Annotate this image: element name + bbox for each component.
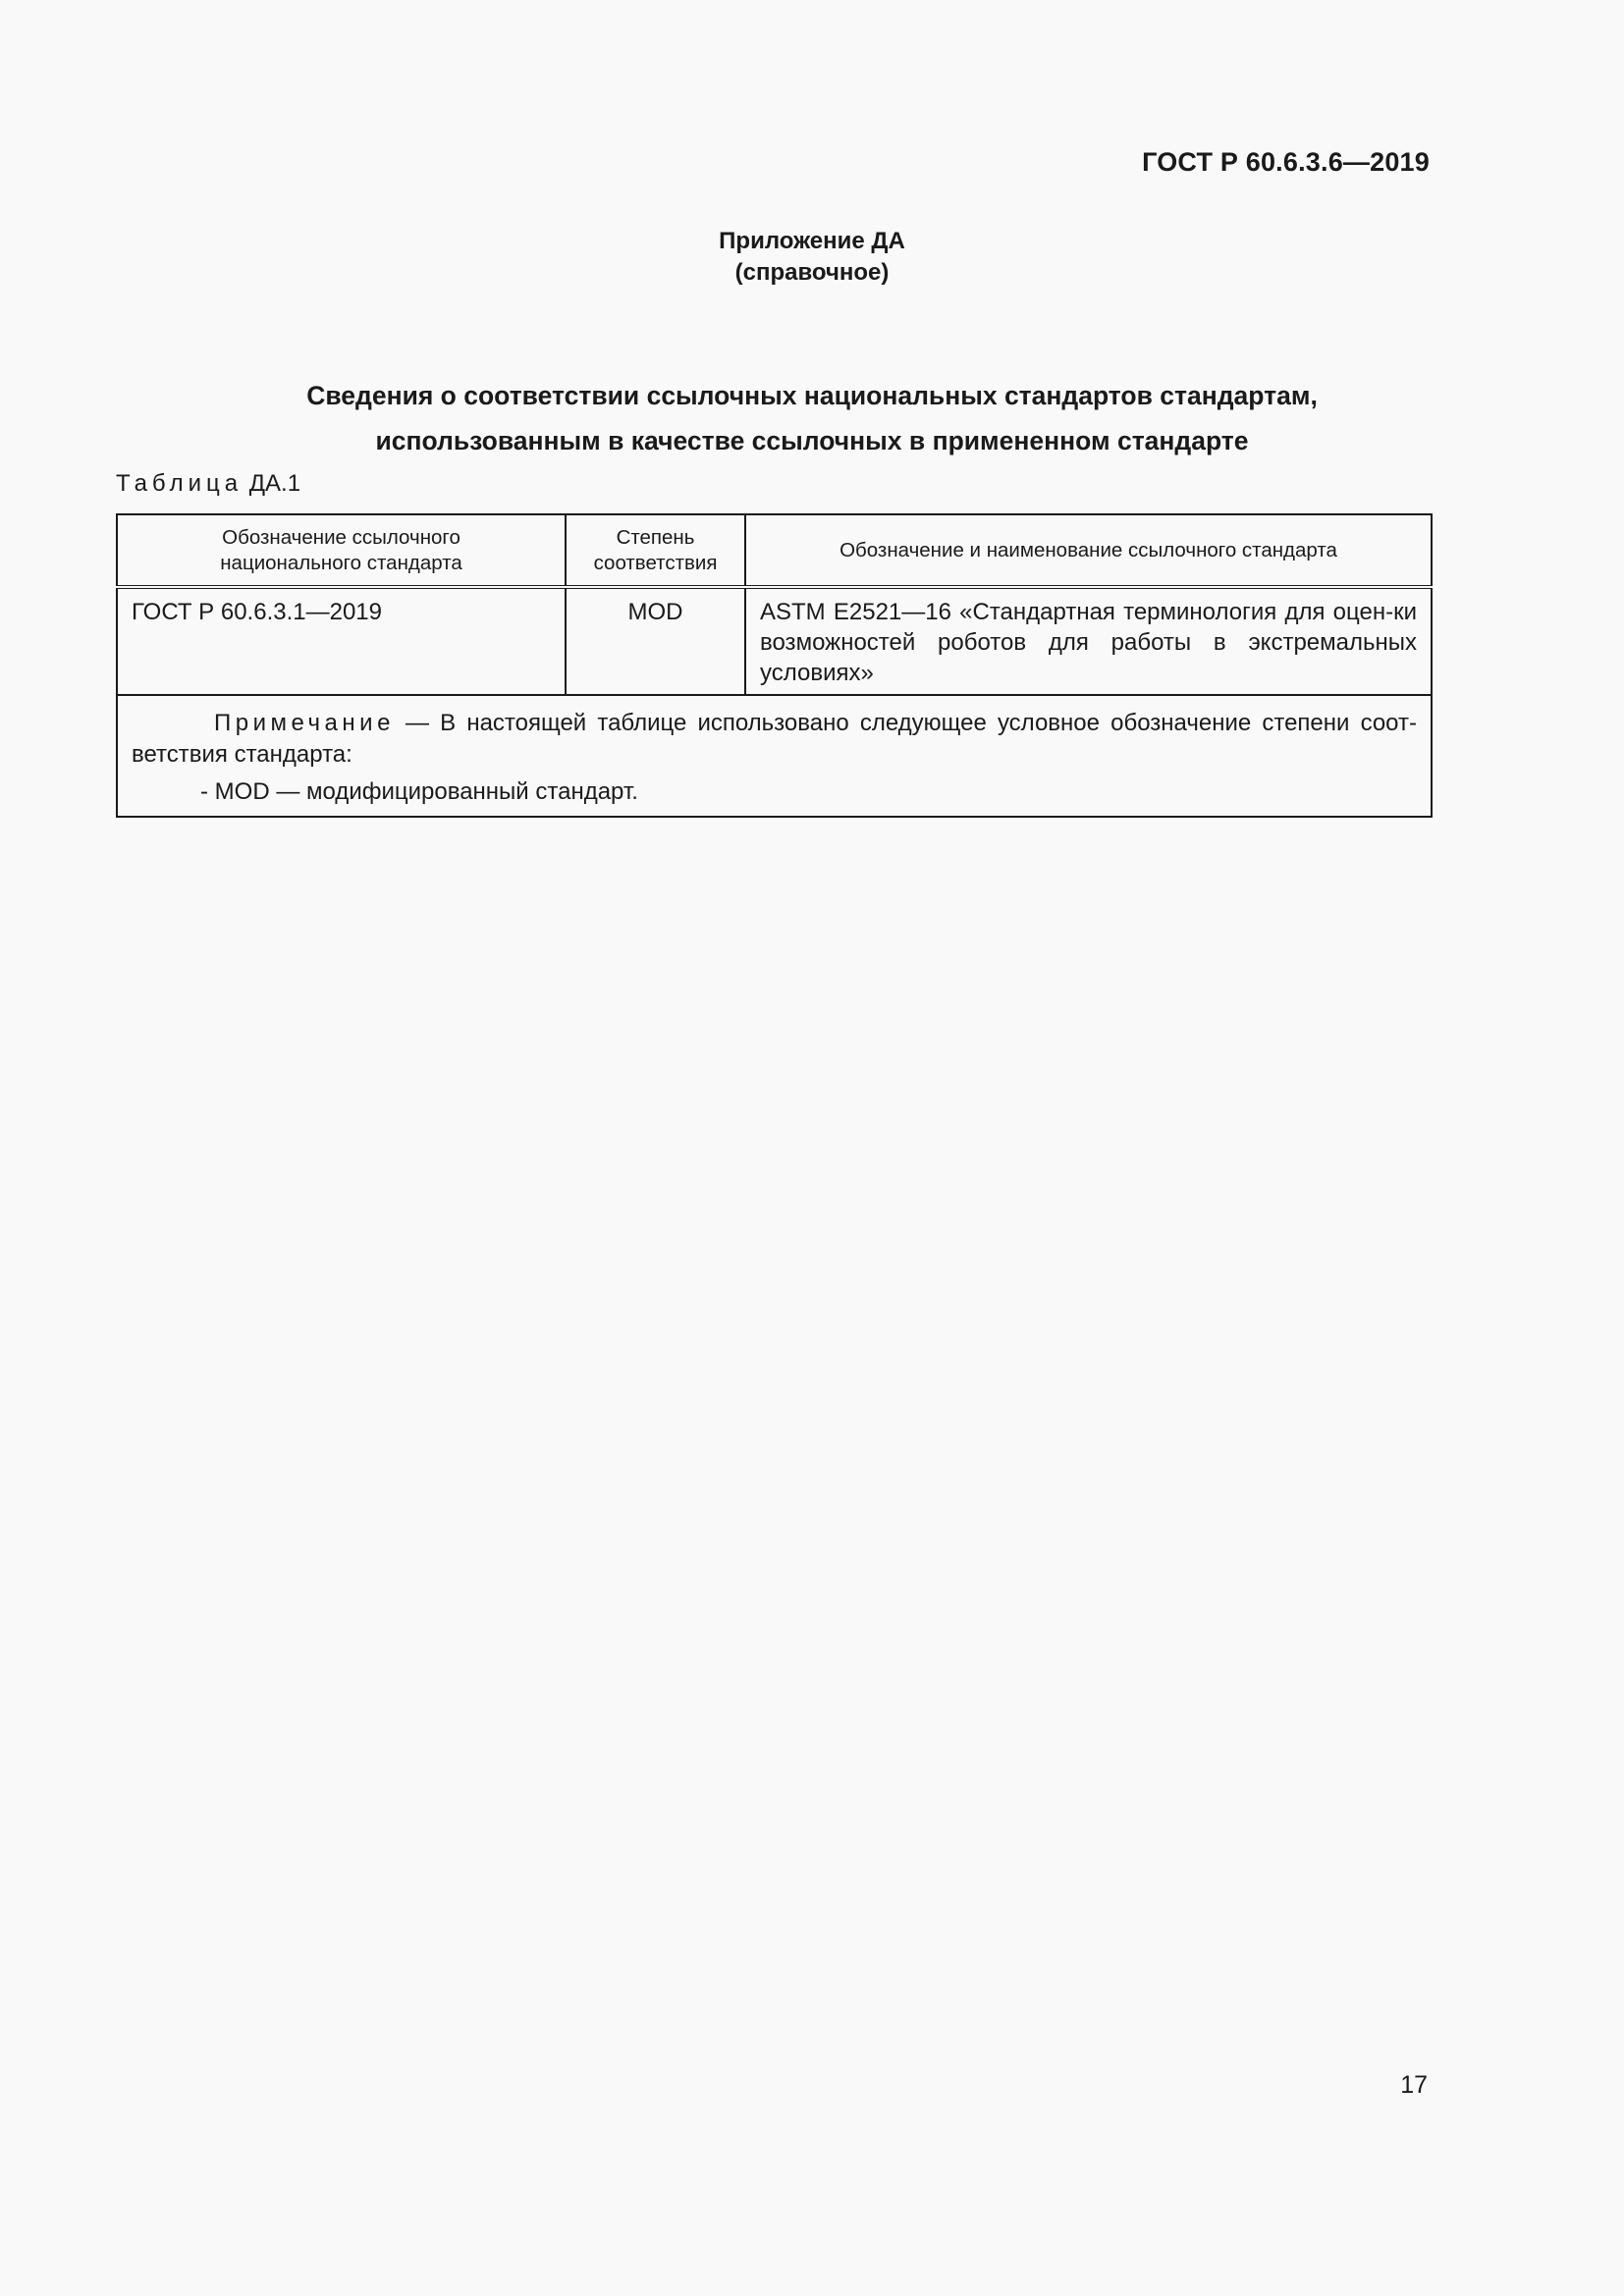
table-caption bbox=[116, 470, 300, 498]
reference-standards-table bbox=[116, 513, 1433, 818]
annex-title bbox=[0, 373, 1624, 463]
table-note bbox=[117, 695, 1432, 817]
table-caption-word: Таблица bbox=[116, 470, 244, 497]
column-header-reference-standard: Обозначение и наименование ссылочного стандарта bbox=[745, 514, 1432, 587]
column-header-national-standard: Обозначение ссылочного национального стандарта bbox=[117, 514, 566, 587]
annex-title-line-2: использованным в качестве ссылочных в примененном стандарте bbox=[375, 426, 1249, 455]
cell-national-standard: ГОСТ Р 60.6.3.1—2019 bbox=[117, 587, 566, 695]
table-header-row bbox=[117, 514, 1432, 587]
table-note-row bbox=[117, 695, 1432, 817]
note-text: — В настоящей таблице использовано следующее условное обозначение степени соот-ветствия стандарта: bbox=[132, 710, 1417, 768]
annex-type: (справочное) bbox=[734, 259, 890, 286]
document-number: ГОСТ Р 60.6.3.6—2019 bbox=[1142, 147, 1430, 177]
note-paragraph bbox=[132, 708, 1417, 771]
note-label: Примечание bbox=[214, 710, 395, 736]
column-header-degree: Степень соответствия bbox=[566, 514, 745, 587]
annex-heading bbox=[0, 226, 1624, 289]
cell-reference-standard: ASTM E2521—16 «Стандартная терминология для оцен-ки возможностей роботов для работы в экстремальных условиях» bbox=[745, 587, 1432, 695]
cell-degree: MOD bbox=[566, 587, 745, 695]
table-caption-number: ДА.1 bbox=[248, 470, 301, 497]
note-bullet-item: - MOD — модифицированный стандарт. bbox=[200, 778, 638, 805]
annex-title-line-1: Сведения о соответствии ссылочных национальных стандартов стандартам, bbox=[306, 381, 1318, 410]
table-row bbox=[117, 587, 1432, 695]
annex-name: Приложение ДА bbox=[719, 228, 905, 254]
page-number: 17 bbox=[1400, 2071, 1428, 2099]
